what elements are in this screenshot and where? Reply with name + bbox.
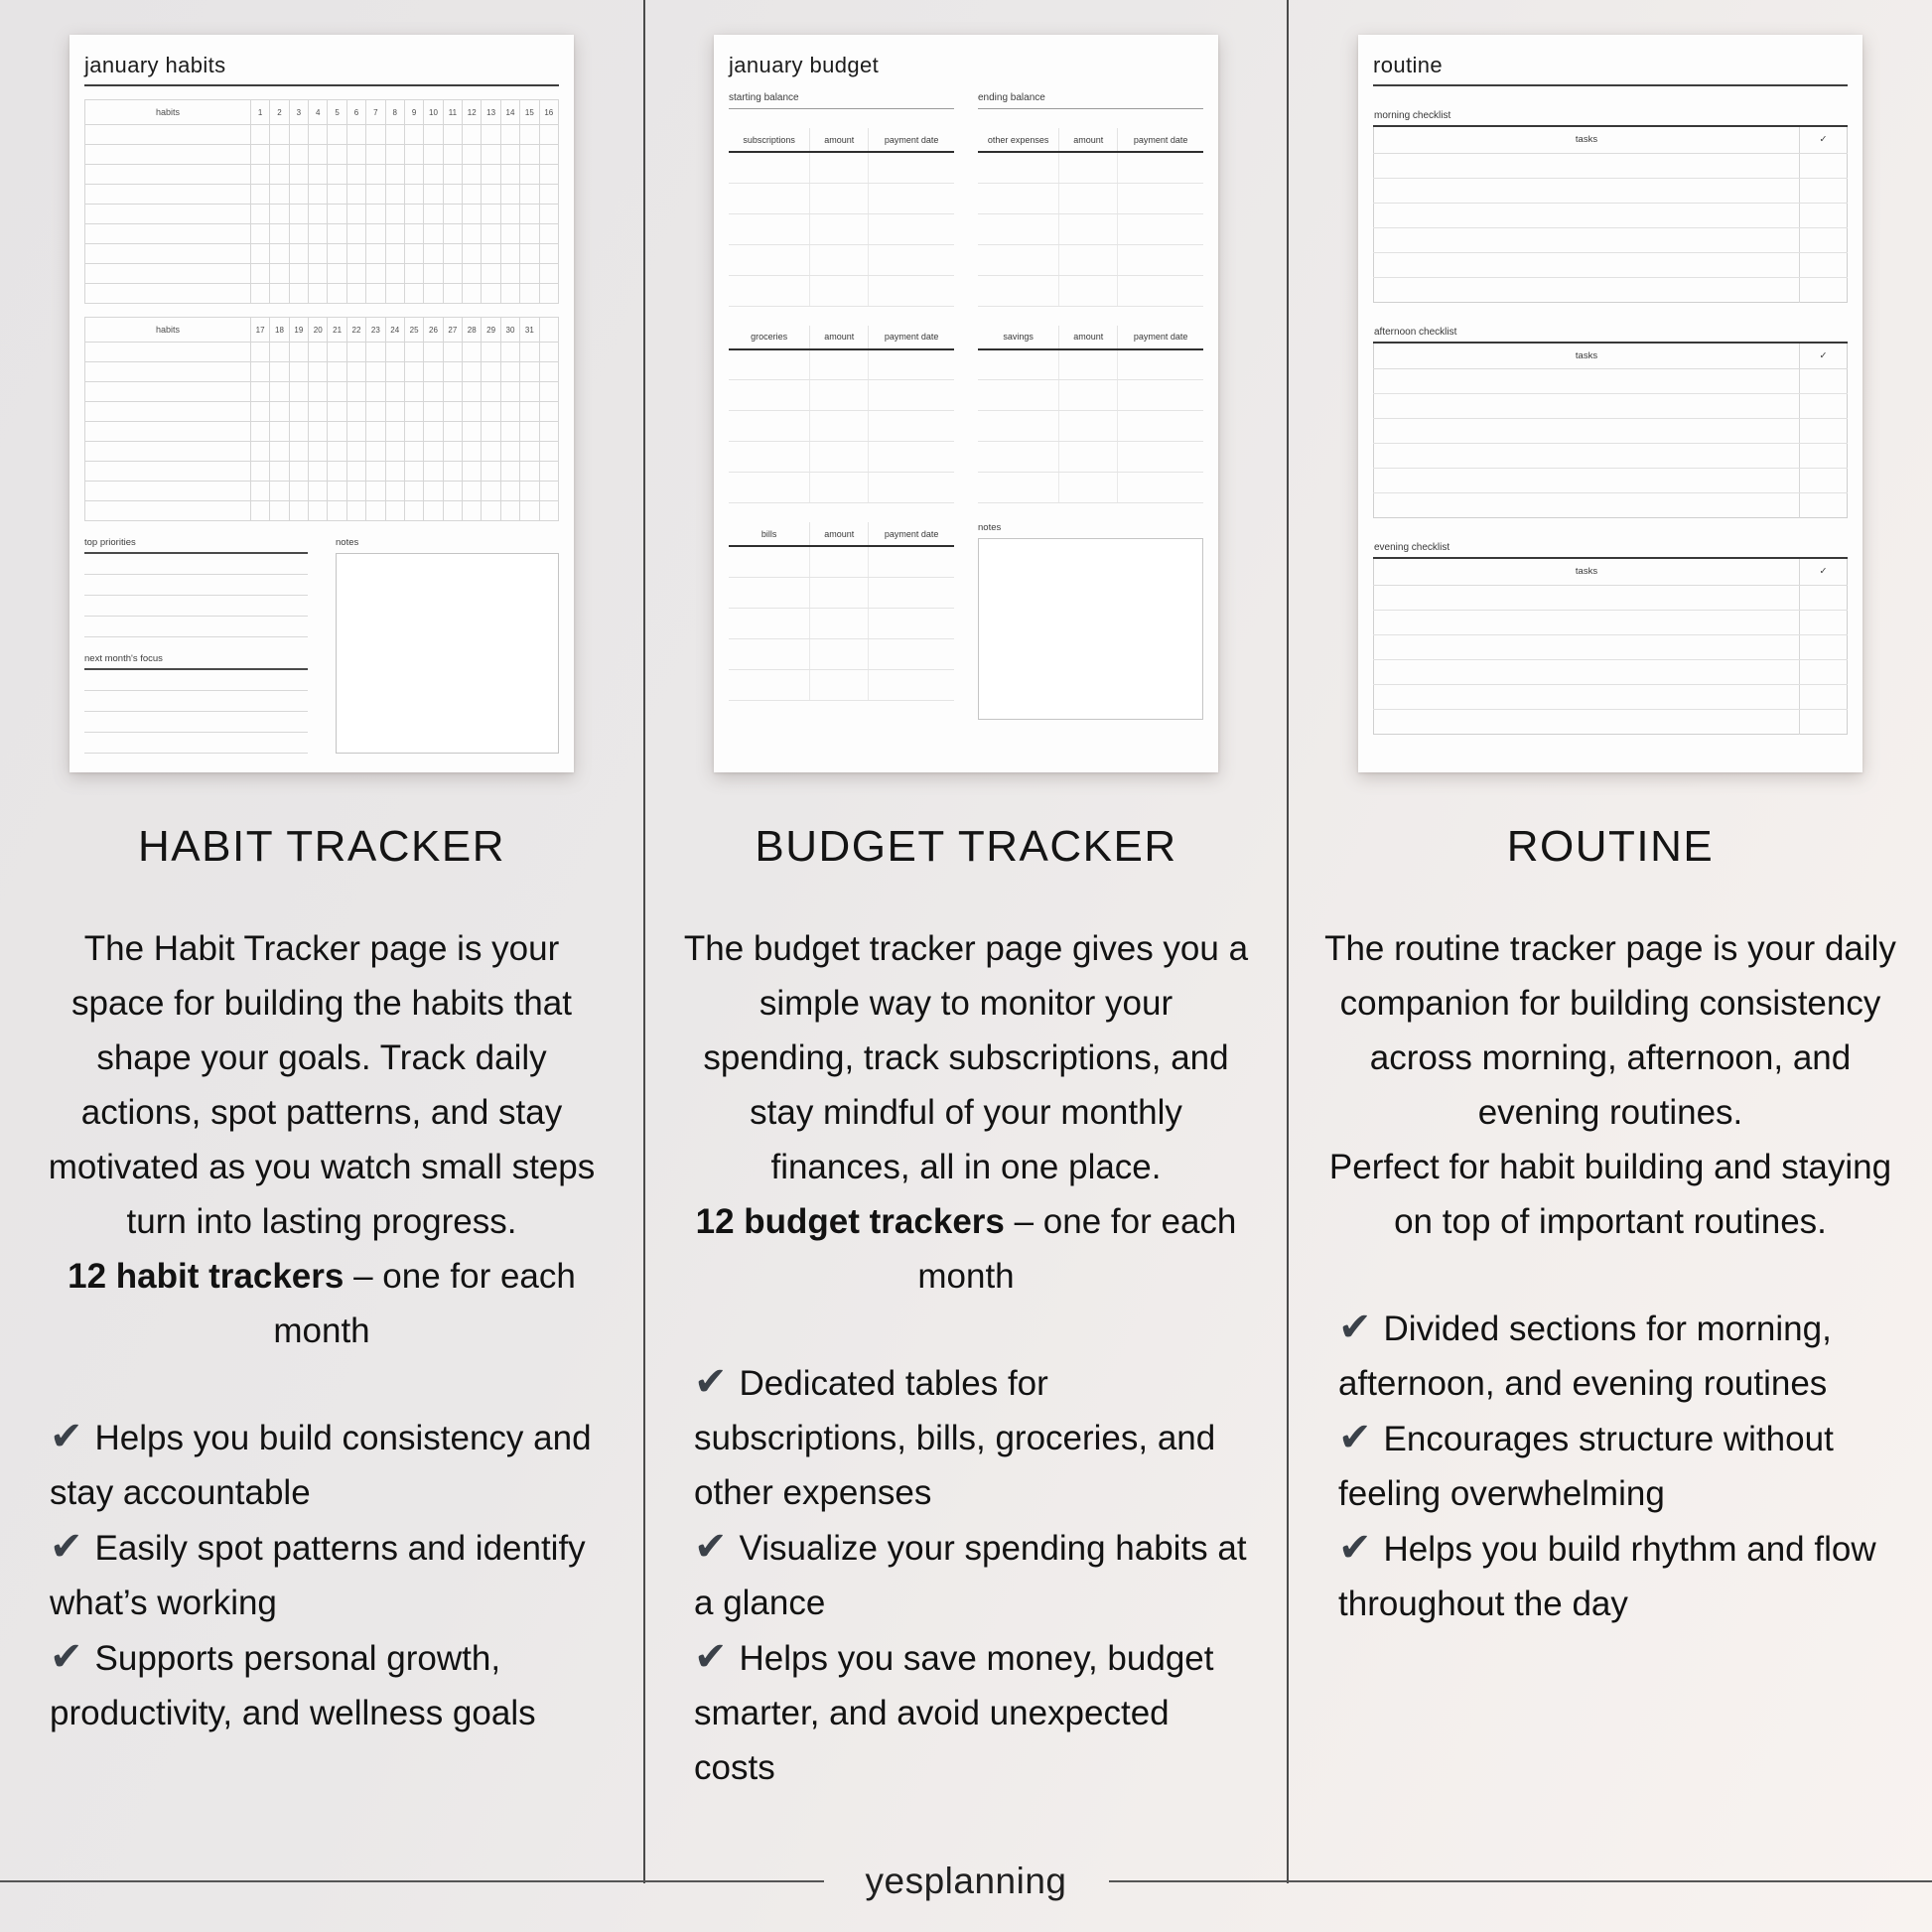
ruled-line	[84, 554, 308, 575]
column-habit-tracker	[0, 0, 643, 1883]
section-description: The Habit Tracker page is your space for building the habits that shape your goals. Track daily actions, spot patterns, and stay motivated as you watch small steps turn into lasting progress.	[48, 929, 596, 1241]
habit-table-days-17-31	[84, 317, 559, 521]
preview-page-title: january budget	[729, 53, 880, 77]
feature-item: ✔ Helps you save money, budget smarter, and avoid unexpected costs	[694, 1635, 1214, 1787]
feature-item: ✔ Helps you build consistency and stay accountable	[50, 1415, 592, 1512]
section-title: ROUTINE	[1506, 822, 1715, 871]
budget-page-grid	[729, 92, 1203, 720]
feature-list	[1324, 1301, 1896, 1631]
preview-routine-page	[1358, 35, 1863, 772]
evening-checklist-label: evening checklist	[1374, 542, 1450, 553]
starting-balance-label: starting balance	[729, 92, 954, 109]
budget-category-table: bills amount payment date	[729, 522, 954, 701]
ruled-line	[84, 691, 308, 712]
checkmark-icon: ✔	[1338, 1526, 1372, 1570]
section-highlight: 12 habit trackers – one for each month	[68, 1257, 576, 1350]
section-description: The routine tracker page is your daily companion for building consistency across morning, afternoon, and evening routines.	[1324, 929, 1896, 1132]
checklist-table: tasks ✓	[1373, 557, 1848, 735]
habit-tracker-text	[0, 822, 643, 1740]
checkmark-icon: ✔	[50, 1525, 83, 1569]
checkmark-icon: ✔	[694, 1360, 728, 1404]
footer-line-right	[1109, 1880, 1932, 1882]
subscriptions-table	[729, 128, 954, 307]
section-title: BUDGET TRACKER	[755, 822, 1177, 871]
checkmark-icon: ✔	[694, 1525, 728, 1569]
savings-table	[978, 326, 1203, 504]
preview-page-title: routine	[1373, 53, 1848, 86]
top-priorities-label: top priorities	[84, 537, 308, 554]
ruled-line	[84, 575, 308, 596]
budget-category-table: other expenses amount payment date	[978, 128, 1203, 307]
checkmark-icon: ✔	[50, 1415, 83, 1458]
feature-item: ✔ Easily spot patterns and identify what’s working	[50, 1525, 586, 1622]
habit-page-bottom-section	[84, 537, 559, 754]
notes-box	[336, 553, 559, 754]
top-priorities-lines	[84, 554, 308, 637]
footer	[0, 1861, 1932, 1902]
section-title: HABIT TRACKER	[138, 822, 505, 871]
feature-item: ✔ Helps you build rhythm and flow throughout the day	[1338, 1526, 1876, 1623]
budget-category-table: savings amount payment date	[978, 326, 1203, 504]
feature-list	[680, 1355, 1252, 1795]
preview-page-title: january habits	[84, 53, 559, 86]
checkmark-icon: ✔	[1338, 1416, 1372, 1459]
brand-name: yesplanning	[865, 1861, 1067, 1901]
bills-table	[729, 522, 954, 701]
footer-line-left	[0, 1880, 824, 1882]
checklist-table: tasks ✓	[1373, 125, 1848, 303]
feature-item: ✔ Supports personal growth, productivity, and wellness goals	[50, 1635, 536, 1732]
next-month-focus-lines	[84, 670, 308, 754]
groceries-table	[729, 326, 954, 504]
next-month-focus-label: next month's focus	[84, 653, 308, 670]
checkmark-icon: ✔	[50, 1635, 83, 1679]
evening-checklist	[1373, 542, 1848, 735]
habit-grid-table: habits 1 2 3 4 5 6 7 8 9 10 11 12 13 14 15 16	[84, 99, 559, 304]
preview-budget-page	[714, 35, 1218, 772]
routine-text	[1289, 822, 1932, 1631]
feature-item: ✔ Visualize your spending habits at a glance	[694, 1525, 1247, 1622]
afternoon-checklist-label: afternoon checklist	[1374, 326, 1457, 338]
morning-checklist	[1373, 110, 1848, 303]
ruled-line	[84, 617, 308, 637]
feature-item: ✔ Encourages structure without feeling overwhelming	[1338, 1416, 1834, 1513]
column-routine	[1289, 0, 1932, 1883]
section-highlight: 12 budget trackers – one for each month	[695, 1202, 1237, 1296]
ruled-line	[84, 670, 308, 691]
feature-item: ✔ Divided sections for morning, afternoon, and evening routines	[1338, 1306, 1832, 1403]
column-budget-tracker	[644, 0, 1288, 1883]
habit-table-days-1-16	[84, 99, 559, 304]
ruled-line	[84, 733, 308, 754]
checkmark-icon: ✔	[1338, 1306, 1372, 1349]
notes-label: notes	[336, 537, 359, 548]
checklist-table: tasks ✓	[1373, 342, 1848, 519]
morning-checklist-label: morning checklist	[1374, 110, 1451, 121]
notes-label: notes	[978, 522, 1002, 533]
feature-list	[36, 1410, 608, 1740]
budget-tracker-text	[644, 822, 1288, 1795]
ruled-line	[84, 712, 308, 733]
afternoon-checklist	[1373, 327, 1848, 519]
ruled-line	[84, 596, 308, 617]
ending-balance-label: ending balance	[978, 92, 1203, 109]
feature-item: ✔ Dedicated tables for subscriptions, bills, groceries, and other expenses	[694, 1360, 1216, 1512]
section-description-2: Perfect for habit building and staying on top of important routines.	[1328, 1148, 1892, 1241]
section-description: The budget tracker page gives you a simple way to monitor your spending, track subscriptions, and stay mindful of your monthly finances, all in one place.	[683, 929, 1249, 1186]
checkmark-icon: ✔	[694, 1635, 728, 1679]
notes-box	[978, 538, 1203, 720]
other-expenses-table	[978, 128, 1203, 307]
preview-habit-page	[69, 35, 574, 772]
budget-category-table: groceries amount payment date	[729, 326, 954, 504]
habit-grid-table: habits 17 18 19 20 21 22 23 24 25 26 27 28 29 30 31	[84, 317, 559, 521]
budget-category-table: subscriptions amount payment date	[729, 128, 954, 307]
